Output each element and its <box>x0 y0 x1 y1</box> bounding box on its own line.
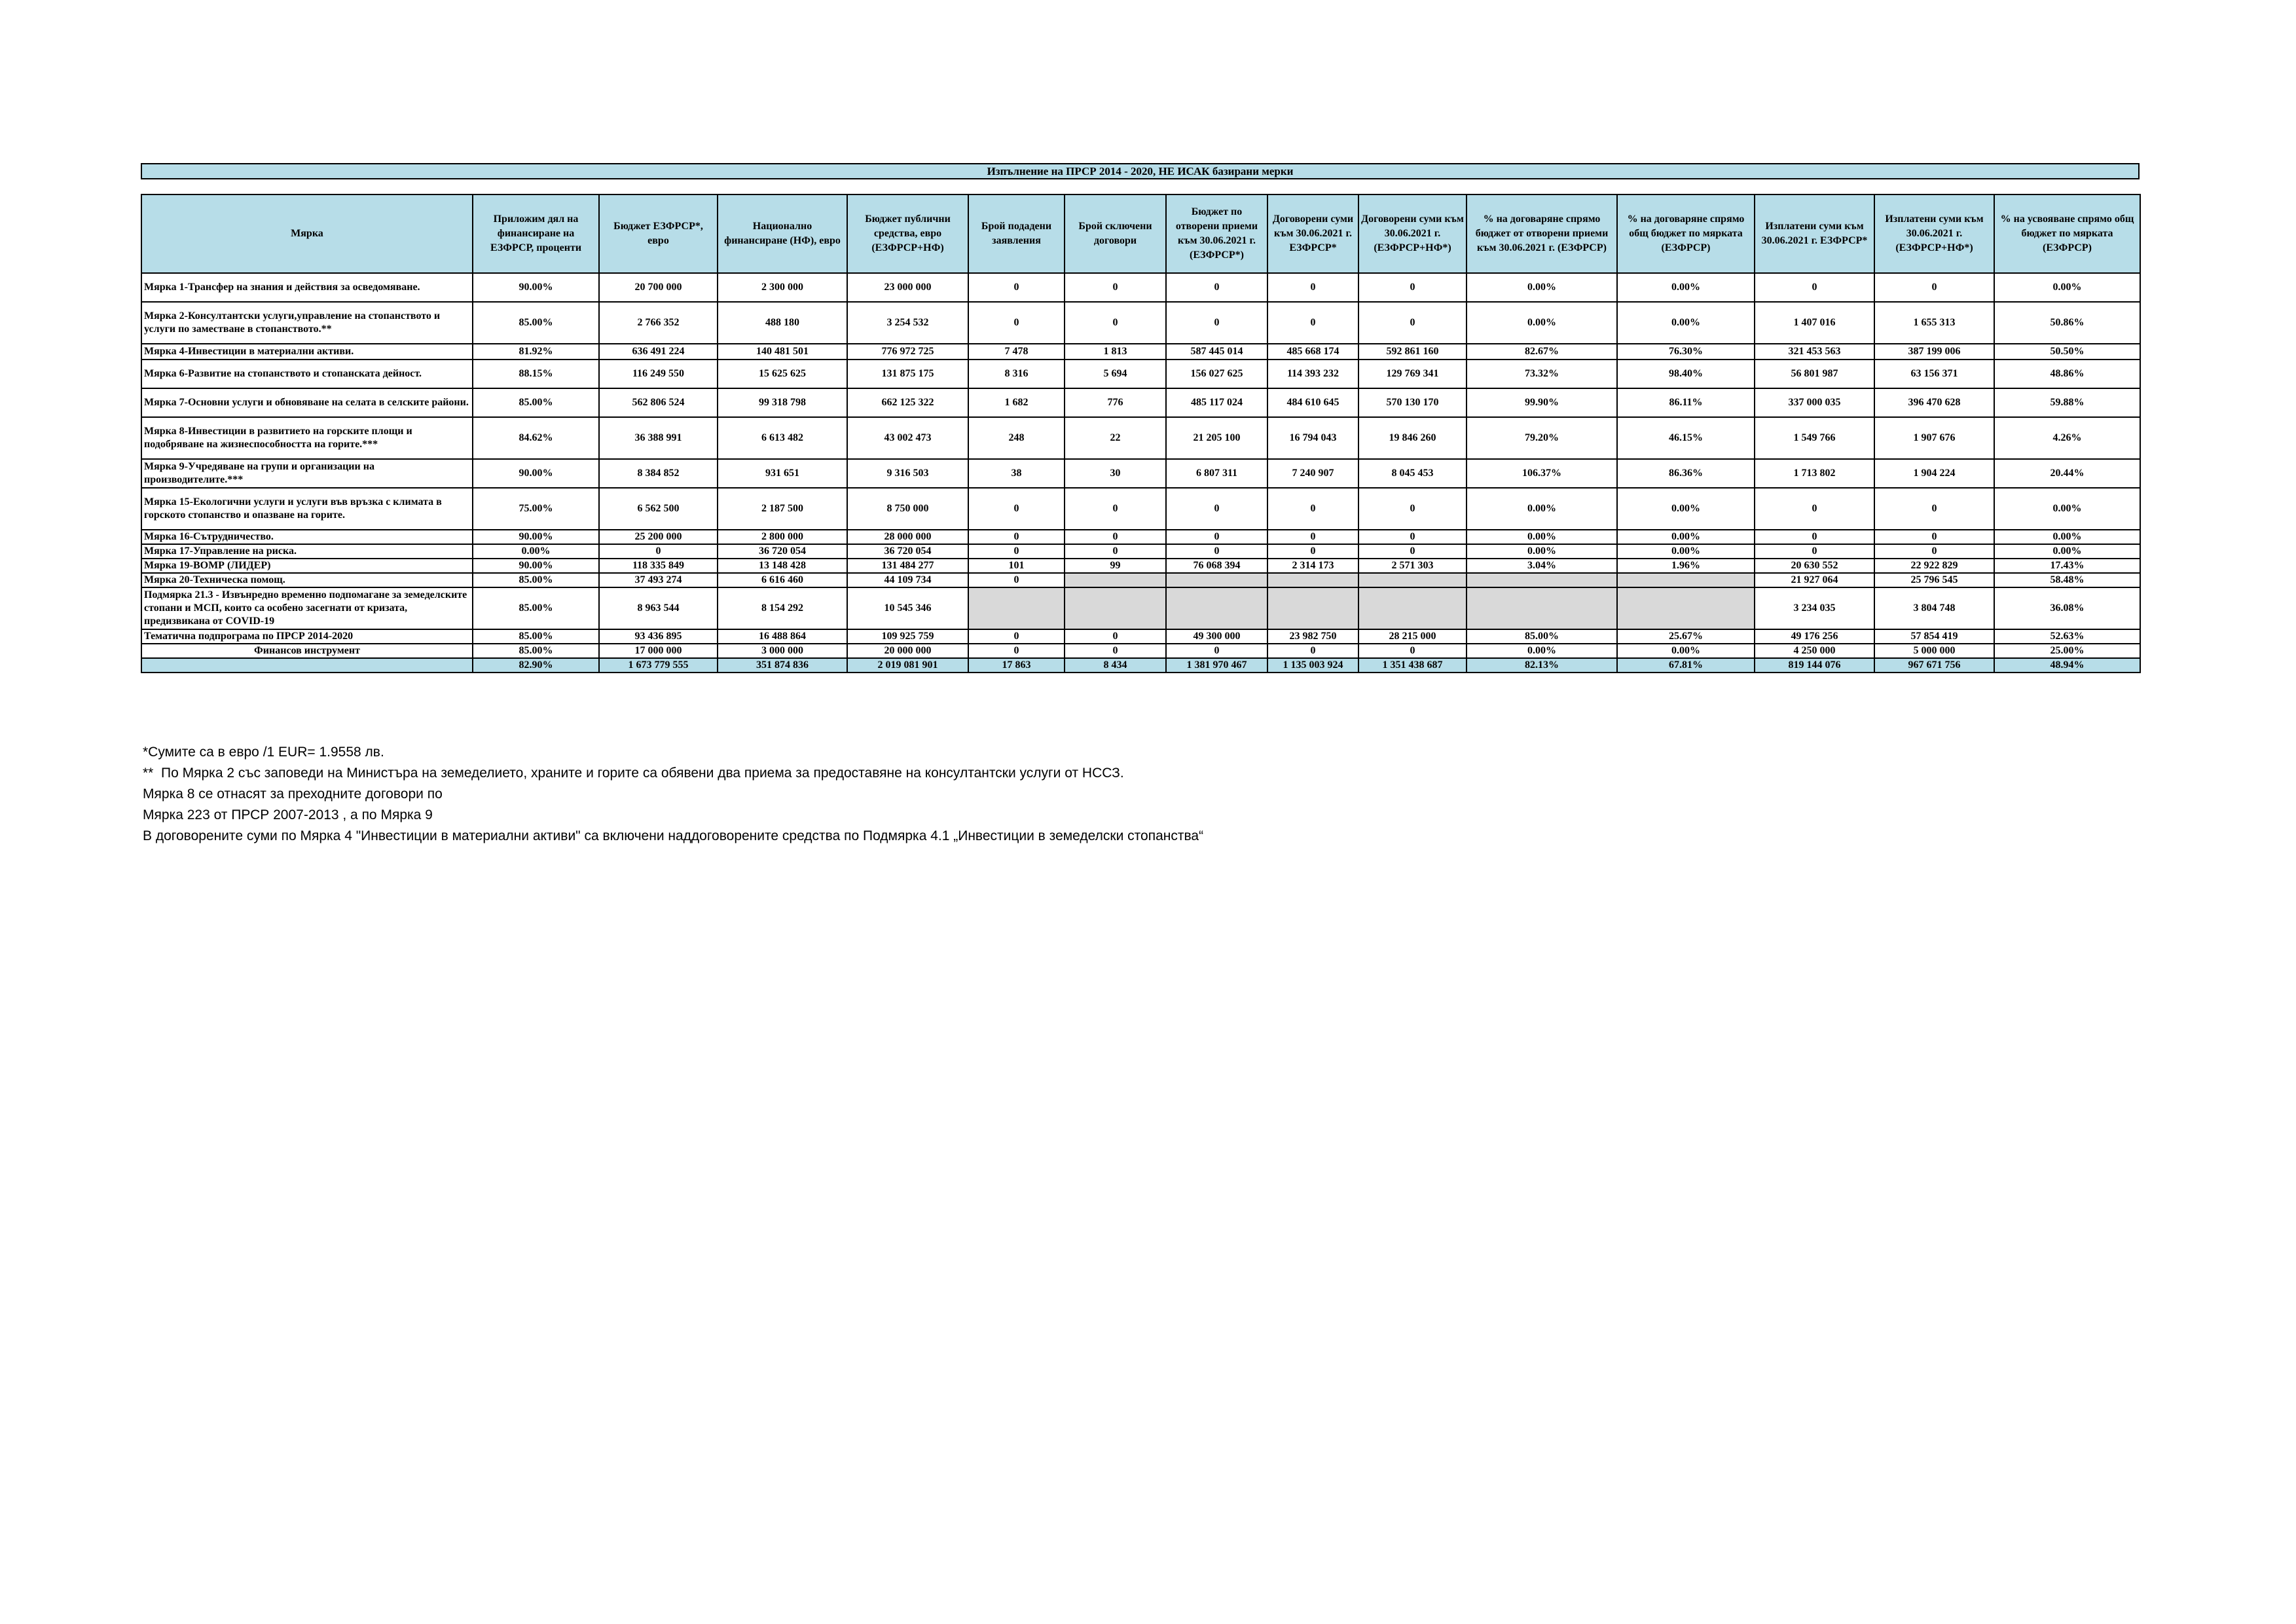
table-cell: 7 478 <box>968 344 1065 360</box>
table-cell: 1 407 016 <box>1755 302 1874 344</box>
table-cell: 23 982 750 <box>1267 629 1358 644</box>
table-cell: 98.40% <box>1617 360 1755 388</box>
table-cell: 10 545 346 <box>847 587 968 629</box>
table-cell: 1 381 970 467 <box>1166 658 1267 673</box>
table-cell: 9 316 503 <box>847 459 968 488</box>
table-cell: 819 144 076 <box>1755 658 1874 673</box>
column-header: % на договаряне спрямо общ бюджет по мярката (ЕЗФРСР) <box>1617 194 1755 273</box>
footnote-line: ** По Мярка 2 със заповеди на Министъра на земеделието, храните и горите са обявени два приема за предоставяне на консултантски услуги от НССЗ. <box>143 766 1124 781</box>
table-cell: 8 316 <box>968 360 1065 388</box>
table-cell: 0 <box>599 544 718 559</box>
table-cell: 82.90% <box>473 658 599 673</box>
table-cell: 8 045 453 <box>1358 459 1467 488</box>
table-cell: 0 <box>1874 544 1994 559</box>
table-cell: 52.63% <box>1994 629 2140 644</box>
column-header: Национално финансиране (НФ), евро <box>718 194 847 273</box>
table-cell: 0 <box>1358 302 1467 344</box>
table-cell: 1 907 676 <box>1874 417 1994 459</box>
table-cell: 3.04% <box>1467 559 1617 573</box>
table-cell: 156 027 625 <box>1166 360 1267 388</box>
table-cell <box>1467 587 1617 629</box>
column-header: % на усвояване спрямо общ бюджет по мярката (ЕЗФРСР) <box>1994 194 2140 273</box>
table-cell: 20 700 000 <box>599 273 718 302</box>
table-cell: 0.00% <box>1467 530 1617 544</box>
table-cell: 58.48% <box>1994 573 2140 587</box>
table-cell: 8 154 292 <box>718 587 847 629</box>
table-cell: 0 <box>1874 488 1994 530</box>
table-cell: 76.30% <box>1617 344 1755 360</box>
table-cell: 0 <box>1065 302 1166 344</box>
table-cell: 25.00% <box>1994 644 2140 658</box>
table-cell: 21 205 100 <box>1166 417 1267 459</box>
table-cell: 8 963 544 <box>599 587 718 629</box>
table-cell: 23 000 000 <box>847 273 968 302</box>
table-cell: 85.00% <box>473 302 599 344</box>
measure-name-cell: Мярка 4-Инвестиции в материални активи. <box>141 344 473 360</box>
table-cell: 0.00% <box>1467 273 1617 302</box>
table-cell: 73.32% <box>1467 360 1617 388</box>
table-row <box>141 629 2140 644</box>
table-cell: 36 720 054 <box>718 544 847 559</box>
table-row <box>141 559 2140 573</box>
table-cell: 0 <box>1358 488 1467 530</box>
table-cell: 3 234 035 <box>1755 587 1874 629</box>
table-cell <box>1166 587 1267 629</box>
table-cell: 0.00% <box>1617 302 1755 344</box>
table-cell: 131 484 277 <box>847 559 968 573</box>
table-cell: 8 384 852 <box>599 459 718 488</box>
table-cell: 8 434 <box>1065 658 1166 673</box>
table-cell: 85.00% <box>473 573 599 587</box>
table-cell: 25 796 545 <box>1874 573 1994 587</box>
table-cell: 48.94% <box>1994 658 2140 673</box>
table-cell: 90.00% <box>473 273 599 302</box>
table-cell: 1 904 224 <box>1874 459 1994 488</box>
table-cell: 0.00% <box>1617 644 1755 658</box>
table-cell: 49 176 256 <box>1755 629 1874 644</box>
table-cell: 20.44% <box>1994 459 2140 488</box>
table-cell: 488 180 <box>718 302 847 344</box>
table-cell: 0 <box>1755 530 1874 544</box>
table-cell: 0 <box>1874 530 1994 544</box>
table-cell: 17 863 <box>968 658 1065 673</box>
table-row <box>141 544 2140 559</box>
column-header: % на договаряне спрямо бюджет от отворени приеми към 30.06.2021 г. (ЕЗФРСР) <box>1467 194 1617 273</box>
table-cell <box>1617 573 1755 587</box>
measure-name-cell: Тематична подпрограма по ПРСР 2014-2020 <box>141 629 473 644</box>
table-cell: 0 <box>1267 302 1358 344</box>
measure-name-cell: Мярка 7-Основни услуги и обновяване на селата в селските райони. <box>141 388 473 417</box>
table-cell: 6 613 482 <box>718 417 847 459</box>
measure-name-cell: Мярка 16-Сътрудничество. <box>141 530 473 544</box>
footnote-line: Мярка 8 се отнасят за преходните договори по <box>143 786 443 802</box>
table-cell: 248 <box>968 417 1065 459</box>
table-cell: 25 200 000 <box>599 530 718 544</box>
table-cell: 0 <box>1267 644 1358 658</box>
table-cell: 50.50% <box>1994 344 2140 360</box>
table-cell: 0.00% <box>1994 488 2140 530</box>
table-cell: 116 249 550 <box>599 360 718 388</box>
table-cell: 0 <box>1166 544 1267 559</box>
table-row <box>141 573 2140 587</box>
column-header: Бюджет публични средства, евро (ЕЗФРСР+НФ) <box>847 194 968 273</box>
table-cell <box>1267 573 1358 587</box>
table-cell: 2 314 173 <box>1267 559 1358 573</box>
table-cell: 1 351 438 687 <box>1358 658 1467 673</box>
measure-name-cell: Мярка 20-Техническа помощ. <box>141 573 473 587</box>
measure-name-cell: Мярка 15-Екологични услуги и услуги във връзка с климата в горското стопанство и опазване на горите. <box>141 488 473 530</box>
table-title: Изпълнение на ПРСР 2014 - 2020, НЕ ИСАК базирани мерки <box>141 163 2140 179</box>
table-cell: 63 156 371 <box>1874 360 1994 388</box>
table-cell: 22 922 829 <box>1874 559 1994 573</box>
table-row <box>141 344 2140 360</box>
table-cell: 85.00% <box>1467 629 1617 644</box>
table-cell: 5 694 <box>1065 360 1166 388</box>
table-cell <box>1065 573 1166 587</box>
table-row <box>141 302 2140 344</box>
column-header: Брой подадени заявления <box>968 194 1065 273</box>
table-cell: 38 <box>968 459 1065 488</box>
table-cell: 4.26% <box>1994 417 2140 459</box>
table-cell: 85.00% <box>473 644 599 658</box>
table-cell: 19 846 260 <box>1358 417 1467 459</box>
measure-name-cell: Мярка 8-Инвестиции в развитието на горските площи и подобряване на жизнеспособността на горите.*** <box>141 417 473 459</box>
table-cell: 3 254 532 <box>847 302 968 344</box>
table-cell: 0 <box>1065 629 1166 644</box>
table-cell: 0 <box>1166 488 1267 530</box>
table-cell <box>1617 587 1755 629</box>
column-header: Брой сключени договори <box>1065 194 1166 273</box>
table-cell: 129 769 341 <box>1358 360 1467 388</box>
table-cell: 20 000 000 <box>847 644 968 658</box>
table-row <box>141 459 2140 488</box>
table-cell: 3 000 000 <box>718 644 847 658</box>
table-cell: 0 <box>968 488 1065 530</box>
table-cell: 2 571 303 <box>1358 559 1467 573</box>
table-cell: 0.00% <box>1467 302 1617 344</box>
table-cell: 15 625 625 <box>718 360 847 388</box>
table-cell: 0 <box>1358 544 1467 559</box>
table-cell: 20 630 552 <box>1755 559 1874 573</box>
table-cell: 67.81% <box>1617 658 1755 673</box>
table-cell: 0 <box>1358 273 1467 302</box>
table-cell: 85.00% <box>473 587 599 629</box>
table-cell: 76 068 394 <box>1166 559 1267 573</box>
table-cell: 931 651 <box>718 459 847 488</box>
measure-name-cell: Мярка 1-Трансфер на знания и действия за осведомяване. <box>141 273 473 302</box>
table-cell: 90.00% <box>473 459 599 488</box>
table-cell: 101 <box>968 559 1065 573</box>
column-header: Изплатени суми към 30.06.2021 г. ЕЗФРСР* <box>1755 194 1874 273</box>
table-cell: 0 <box>968 544 1065 559</box>
table-row <box>141 644 2140 658</box>
measure-name-cell: Мярка 17-Управление на риска. <box>141 544 473 559</box>
table-cell: 0.00% <box>1617 530 1755 544</box>
table-cell: 0 <box>1065 488 1166 530</box>
table-cell: 13 148 428 <box>718 559 847 573</box>
table-cell: 1 135 003 924 <box>1267 658 1358 673</box>
table-cell: 0.00% <box>1467 488 1617 530</box>
table-cell: 570 130 170 <box>1358 388 1467 417</box>
footnotes <box>143 742 2041 847</box>
table-cell: 3 804 748 <box>1874 587 1994 629</box>
table-row <box>141 417 2140 459</box>
measure-name-cell: Мярка 9-Учредяване на групи и организации на производителите.*** <box>141 459 473 488</box>
table-cell: 36 388 991 <box>599 417 718 459</box>
column-header: Договорени суми към 30.06.2021 г. (ЕЗФРСР+НФ*) <box>1358 194 1467 273</box>
table-row <box>141 360 2140 388</box>
table-cell: 2 800 000 <box>718 530 847 544</box>
table-cell <box>1065 587 1166 629</box>
table-cell: 7 240 907 <box>1267 459 1358 488</box>
table-cell: 56 801 987 <box>1755 360 1874 388</box>
table-cell: 86.36% <box>1617 459 1755 488</box>
table-cell: 99 <box>1065 559 1166 573</box>
table-cell: 28 000 000 <box>847 530 968 544</box>
table-cell: 2 187 500 <box>718 488 847 530</box>
table-cell: 592 861 160 <box>1358 344 1467 360</box>
table-cell: 131 875 175 <box>847 360 968 388</box>
table-cell: 30 <box>1065 459 1166 488</box>
table-cell: 1 713 802 <box>1755 459 1874 488</box>
table-cell: 321 453 563 <box>1755 344 1874 360</box>
table-cell: 99 318 798 <box>718 388 847 417</box>
table-cell: 28 215 000 <box>1358 629 1467 644</box>
table-cell: 81.92% <box>473 344 599 360</box>
column-header: Договорени суми към 30.06.2021 г. ЕЗФРСР* <box>1267 194 1358 273</box>
table-cell <box>1267 587 1358 629</box>
table-cell: 0.00% <box>1467 544 1617 559</box>
table-cell: 6 807 311 <box>1166 459 1267 488</box>
table-cell: 0.00% <box>1617 544 1755 559</box>
column-header: Мярка <box>141 194 473 273</box>
table-cell: 0.00% <box>1617 488 1755 530</box>
table-cell: 16 488 864 <box>718 629 847 644</box>
table-cell: 0 <box>968 644 1065 658</box>
table-cell: 6 562 500 <box>599 488 718 530</box>
table-cell: 5 000 000 <box>1874 644 1994 658</box>
table-cell: 82.13% <box>1467 658 1617 673</box>
table-cell: 0 <box>1065 544 1166 559</box>
table-cell: 562 806 524 <box>599 388 718 417</box>
column-header: Приложим дял на финансиране на ЕЗФРСР, проценти <box>473 194 599 273</box>
table-cell: 86.11% <box>1617 388 1755 417</box>
table-cell: 0 <box>1755 273 1874 302</box>
table-cell: 109 925 759 <box>847 629 968 644</box>
table-cell: 0 <box>1358 530 1467 544</box>
table-cell: 0 <box>1755 488 1874 530</box>
table-cell: 0.00% <box>1617 273 1755 302</box>
table-cell: 0.00% <box>1467 644 1617 658</box>
table-cell: 4 250 000 <box>1755 644 1874 658</box>
table-cell: 636 491 224 <box>599 344 718 360</box>
table-cell: 1 813 <box>1065 344 1166 360</box>
table-cell: 967 671 756 <box>1874 658 1994 673</box>
table-cell: 1 549 766 <box>1755 417 1874 459</box>
table-cell: 21 927 064 <box>1755 573 1874 587</box>
table-cell: 114 393 232 <box>1267 360 1358 388</box>
table-cell: 2 300 000 <box>718 273 847 302</box>
table-cell: 0 <box>1358 644 1467 658</box>
table-cell: 6 616 460 <box>718 573 847 587</box>
table-cell: 0 <box>1874 273 1994 302</box>
table-cell: 93 436 895 <box>599 629 718 644</box>
table-cell: 118 335 849 <box>599 559 718 573</box>
column-header: Бюджет ЕЗФРСР*, евро <box>599 194 718 273</box>
table-cell: 0 <box>1267 273 1358 302</box>
table-cell: 0 <box>1267 544 1358 559</box>
table-cell: 0 <box>1755 544 1874 559</box>
table-cell: 2 766 352 <box>599 302 718 344</box>
header-row <box>141 194 2140 273</box>
table-cell: 0 <box>1267 530 1358 544</box>
table-cell <box>1166 573 1267 587</box>
table-cell: 0 <box>1065 530 1166 544</box>
table-cell: 1 682 <box>968 388 1065 417</box>
table-cell: 22 <box>1065 417 1166 459</box>
table-cell: 0 <box>1166 273 1267 302</box>
table-row <box>141 388 2140 417</box>
table-cell: 0 <box>1166 644 1267 658</box>
table-cell: 776 972 725 <box>847 344 968 360</box>
table-cell: 17.43% <box>1994 559 2140 573</box>
table-cell: 0 <box>968 530 1065 544</box>
table-cell: 0 <box>968 573 1065 587</box>
measure-name-cell: Мярка 19-ВОМР (ЛИДЕР) <box>141 559 473 573</box>
footnote-line: *Сумите са в евро /1 EUR= 1.9558 лв. <box>143 745 384 760</box>
table-cell: 106.37% <box>1467 459 1617 488</box>
measure-name-cell: Мярка 2-Консултантски услуги,управление на стопанството и услуги по заместване в стопанството.** <box>141 302 473 344</box>
table-cell: 0 <box>968 273 1065 302</box>
table-cell: 587 445 014 <box>1166 344 1267 360</box>
footnote-line: В договорените суми по Мярка 4 "Инвестиции в материални активи" са включени наддоговорените средства по Подмярка 4.1 „Инвестиции в земеделски стопанства“ <box>143 828 1204 843</box>
table-cell: 0.00% <box>473 544 599 559</box>
table-cell: 17 000 000 <box>599 644 718 658</box>
table-cell: 485 117 024 <box>1166 388 1267 417</box>
table-cell: 396 470 628 <box>1874 388 1994 417</box>
table-cell: 49 300 000 <box>1166 629 1267 644</box>
table-cell: 46.15% <box>1617 417 1755 459</box>
table-cell: 1.96% <box>1617 559 1755 573</box>
table-cell: 43 002 473 <box>847 417 968 459</box>
table-cell: 36.08% <box>1994 587 2140 629</box>
table-cell: 36 720 054 <box>847 544 968 559</box>
total-row <box>141 658 2140 673</box>
table-cell: 88.15% <box>473 360 599 388</box>
table-cell: 44 109 734 <box>847 573 968 587</box>
table-row <box>141 488 2140 530</box>
table-cell: 0.00% <box>1994 273 2140 302</box>
table-cell: 337 000 035 <box>1755 388 1874 417</box>
table-cell: 0 <box>1065 644 1166 658</box>
table-cell: 75.00% <box>473 488 599 530</box>
table-cell <box>968 587 1065 629</box>
table-cell: 1 655 313 <box>1874 302 1994 344</box>
table-cell: 387 199 006 <box>1874 344 1994 360</box>
table-row <box>141 530 2140 544</box>
table-cell: 8 750 000 <box>847 488 968 530</box>
table-cell: 99.90% <box>1467 388 1617 417</box>
table-cell: 0.00% <box>1994 530 2140 544</box>
table-cell: 2 019 081 901 <box>847 658 968 673</box>
table-cell: 0 <box>968 302 1065 344</box>
table-cell: 16 794 043 <box>1267 417 1358 459</box>
table-cell <box>1358 587 1467 629</box>
table-cell: 776 <box>1065 388 1166 417</box>
table-cell: 84.62% <box>473 417 599 459</box>
measure-name-cell <box>141 658 473 673</box>
measure-name-cell: Финансов инструмент <box>141 644 473 658</box>
table-cell: 57 854 419 <box>1874 629 1994 644</box>
table-cell: 0 <box>1166 302 1267 344</box>
table-cell: 90.00% <box>473 530 599 544</box>
table-cell <box>1467 573 1617 587</box>
table-cell <box>1358 573 1467 587</box>
table-cell: 25.67% <box>1617 629 1755 644</box>
table-cell: 484 610 645 <box>1267 388 1358 417</box>
table-cell: 0.00% <box>1994 544 2140 559</box>
column-header: Бюджет по отворени приеми към 30.06.2021 г. (ЕЗФРСР*) <box>1166 194 1267 273</box>
table-cell: 90.00% <box>473 559 599 573</box>
table-cell: 85.00% <box>473 388 599 417</box>
table-cell: 82.67% <box>1467 344 1617 360</box>
table-row <box>141 587 2140 629</box>
table-cell: 59.88% <box>1994 388 2140 417</box>
table-cell: 37 493 274 <box>599 573 718 587</box>
footnote-line: Мярка 223 от ПРСР 2007-2013 , а по Мярка 9 <box>143 807 433 822</box>
table-cell: 0 <box>968 629 1065 644</box>
table-cell: 0 <box>1267 488 1358 530</box>
table-cell: 50.86% <box>1994 302 2140 344</box>
table-cell: 351 874 836 <box>718 658 847 673</box>
table-cell: 48.86% <box>1994 360 2140 388</box>
table-row <box>141 273 2140 302</box>
table-cell: 0 <box>1065 273 1166 302</box>
table-cell: 1 673 779 555 <box>599 658 718 673</box>
table-cell: 85.00% <box>473 629 599 644</box>
measures-table <box>141 194 2141 673</box>
column-header: Изплатени суми към 30.06.2021 г. (ЕЗФРСР+НФ*) <box>1874 194 1994 273</box>
measure-name-cell: Подмярка 21.3 - Извънредно временно подпомагане за земеделските стопани и МСП, които са особено засегнати от кризата, предизвикана от COVID-19 <box>141 587 473 629</box>
table-cell: 140 481 501 <box>718 344 847 360</box>
measure-name-cell: Мярка 6-Развитие на стопанството и стопанската дейност. <box>141 360 473 388</box>
table-cell: 79.20% <box>1467 417 1617 459</box>
table-cell: 485 668 174 <box>1267 344 1358 360</box>
table-cell: 662 125 322 <box>847 388 968 417</box>
table-cell: 0 <box>1166 530 1267 544</box>
